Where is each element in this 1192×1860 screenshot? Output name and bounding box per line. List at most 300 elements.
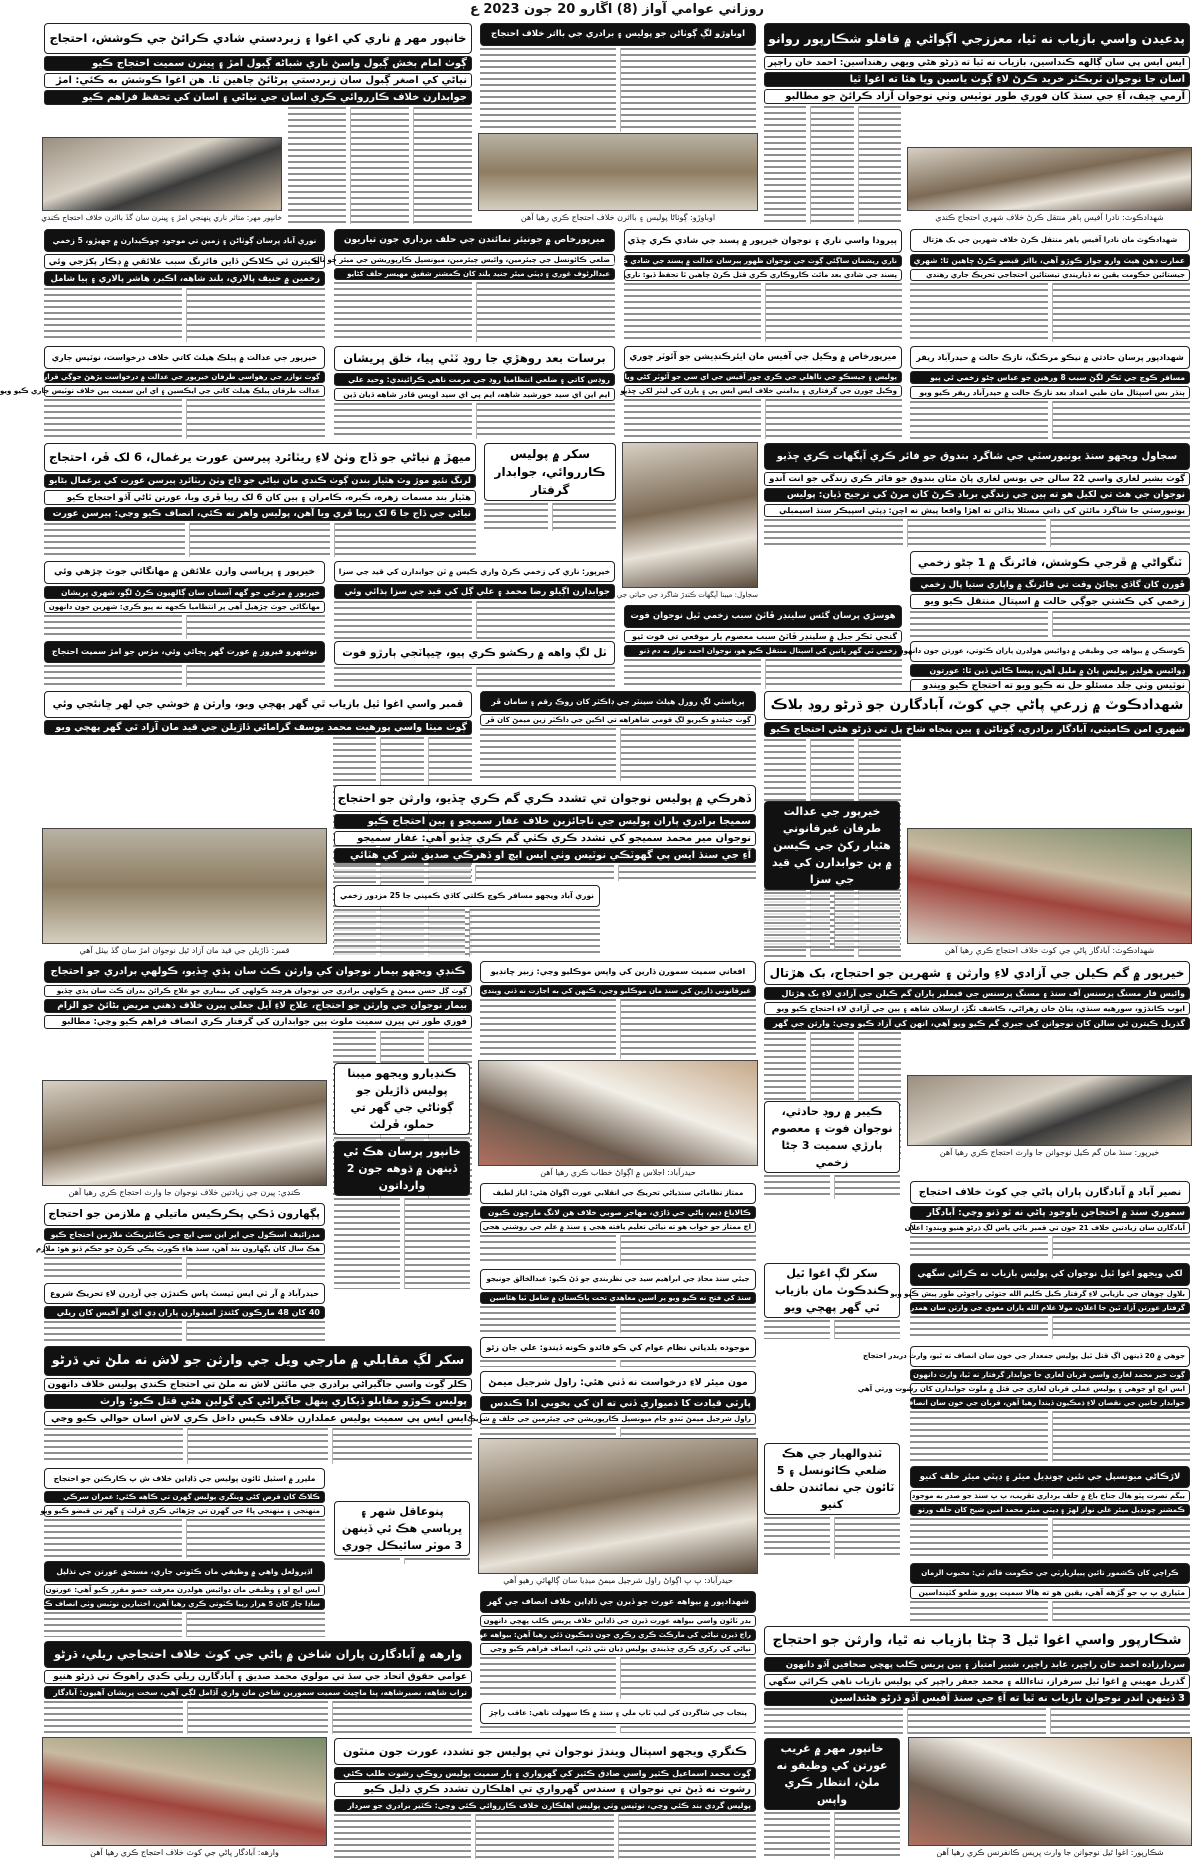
text-column xyxy=(910,1601,1048,1621)
story-body-text xyxy=(288,107,472,224)
story-headline[interactable]: لاڙڪاڻي ميونسپل جي نئين چونڊيل ميئر ۽ ڊپٽي ميئر حلف کنيو xyxy=(910,1466,1190,1488)
news-story[interactable] xyxy=(908,1465,1192,1560)
story-headline[interactable]: شهدادپور پرسان حادثي ۾ نيڪو مرڪنگ، نازڪ حالت ۾ حيدرآباد ريفر xyxy=(910,346,1190,369)
story-headline[interactable]: خانپور مهر ۾ ناري کي اغوا ۽ زبردستي شادي ڪرائڻ جي ڪوشش، احتجاج xyxy=(44,23,472,54)
story-subheadline: لرنگ نئيو موڙ وٽ هٿيار بندن ڳوٺ ڪندي مان نياڻي جو ڏاج وٺڻ ريٽائرڊ پيرسن عورت کي يرغمال بڻايو xyxy=(44,474,476,488)
story-headline[interactable]: سجاول ويجهو سنڌ يونيورسٽي جي شاگرد بندوق جو فائر ڪري آپگهات ڪري ڇڏيو xyxy=(764,443,1190,470)
story-subheadline: پوليس ڪوڙو مقابلو ڏيکاري پنهل جاگيراڻي کي گولين هڻي قتل ڪيو: وارث xyxy=(44,1394,472,1409)
news-story[interactable] xyxy=(908,550,1192,638)
text-column xyxy=(334,1814,471,1859)
text-column xyxy=(44,615,182,639)
story-subheadline: ايس ايس پي سميت پوليس عملدارن خلاف ڪيس داخل ڪري لاش اسان حوالي ڪيو وڃي xyxy=(44,1411,472,1426)
story-body-text xyxy=(44,1701,472,1734)
text-column xyxy=(910,283,1048,342)
story-subheadline: ايس ايڇ او ۽ وظيفي مان ڊوائيس هولڊرن معرفت حصو مقرر ڪيو آهي: عورتون xyxy=(44,1584,325,1596)
text-column xyxy=(624,659,761,689)
text-column xyxy=(332,1701,472,1734)
text-column xyxy=(765,659,903,689)
story-headline[interactable]: شهدادڪوٽ ۾ زرعي پاڻي جي کوٽ، آبادگارن جو ڌرڻو روڊ بلاڪ xyxy=(764,691,1190,720)
text-column xyxy=(186,288,325,342)
story-subheadline: پسند جي شادي بعد مائٽ ڪاروڪاري ڪري قتل ڪرڻ چاهين ٿا تحفظ ڏيو: ناري xyxy=(624,269,902,281)
story-subheadline: عبدالرئوف غوري ۽ ڊپٽي ميئر جنيد بلند کان ڪمشنر شفيق مهيسر حلف کڻايو xyxy=(334,268,615,280)
story-subheadline: جوابدار جانين جي نقصان لاءِ ڌمڪيون ڏيندا رهيا آهن، قربان جي خون سان انصاف ڪيو وڃي: پريس ڪانفرنس xyxy=(910,1397,1190,1409)
text-column xyxy=(186,399,325,439)
news-story[interactable] xyxy=(904,1180,1192,1260)
story-subheadline: ڦورن کان گاڏي بچائڻ وقت تي فائرنگ ۾ واپاري ستيا پال زخمي xyxy=(910,577,1190,592)
news-story[interactable] xyxy=(897,640,1192,691)
news-story[interactable] xyxy=(42,442,478,558)
text-column xyxy=(186,1519,325,1558)
story-subheadline: تراب شاهه، نصيرشاهه، پنا ماڇيٽ سميت سمورين شاخن مان واري آڏامل لڳي آهي، سخت پريشان آهيون: آبادگار xyxy=(44,1686,472,1699)
news-story[interactable] xyxy=(42,1282,327,1342)
story-subheadline: زخمي کي ڪشتي جوڳي حالت ۾ اسپتال منتقل ڪيو ويو xyxy=(910,594,1190,609)
news-story[interactable] xyxy=(622,345,904,440)
story-headline[interactable]: شهدادپور ۾ بيواهه عورت جو ڏيرن جي ڏاڍاين خلاف انصاف جي گهر xyxy=(480,1591,756,1613)
story-headline[interactable]: مليرر ۾ اسٽيل ٽائون پوليس جي ڏاڍاين خلاف ش پ ڪارڪنن جو احتجاج xyxy=(44,1468,325,1489)
story-headline[interactable]: مون ميئر لاءِ درخواست نه ڏني هئي: راول شرجيل ميمڻ xyxy=(480,1371,756,1394)
text-column xyxy=(480,999,616,1059)
text-column xyxy=(810,106,853,224)
story-subheadline: نياڻي کي رکري ڪري ڇڏيندي پوليس ڌيان نٿي ڏئي، انصاف فراهم ڪيو وڃي xyxy=(480,1643,756,1655)
text-column xyxy=(1052,1411,1191,1462)
text-column xyxy=(620,1306,757,1333)
photo-image xyxy=(908,1737,1192,1846)
story-body-text xyxy=(334,601,615,639)
news-photo xyxy=(42,1737,327,1860)
news-story[interactable] xyxy=(332,1500,472,1558)
text-column xyxy=(186,615,325,639)
story-headline[interactable]: ٽنڊوالهيار جي هڪ ضلعي ڪائونسل ۽ 5 ٽائون جي نمائندن حلف کنيو xyxy=(764,1443,900,1515)
story-subheadline: ڊوائيس هولڊر پوليس پاڻ ۾ مليل آهن، پيسا ڪاٽي ڏين ٿا: عورتون xyxy=(910,664,1190,677)
story-body-text xyxy=(764,106,901,224)
photo-caption: شڪارپور: اغوا ٿيل نوجوانن جا وارث پريس ڪانفرنس ڪري رهيا آهن xyxy=(936,1848,1164,1857)
story-body-text xyxy=(480,1726,756,1733)
story-subheadline: بلاول چوهان جي بازيابي لاءِ گرفتار ڪيل ڪليم الله جتوئي راڄوڻي طور پيش ڪيو ويو xyxy=(910,1288,1190,1300)
text-column xyxy=(1052,1236,1191,1259)
story-subheadline: ڳوٺ بشير لغاري واسي 22 سالن جي يونس لغاري پاڻ مٿان بندوق جو فائر ڪري زندگي جو انت آندو xyxy=(764,472,1190,486)
text-column xyxy=(334,1558,400,1564)
story-subheadline: شهري امن ڪاميٽي، آبادگار برادري، ڳوٺاڻن ۽ ٻين پنجاه شاخ پل تي ڌرڻو هڻي احتجاج ڪيو xyxy=(764,722,1190,737)
story-body-text xyxy=(480,1235,756,1265)
news-photo xyxy=(42,828,327,958)
story-body-text xyxy=(910,1518,1190,1559)
news-story[interactable] xyxy=(36,1202,327,1280)
news-story[interactable] xyxy=(332,784,758,882)
story-body-text xyxy=(624,283,902,342)
story-headline[interactable]: نصير آباد ۾ آبادگارن پاران پاڻي جي کوٽ خلاف احتجاج xyxy=(910,1181,1190,1204)
story-headline[interactable]: خيرپور جي عدالت ۾ پبلڪ هيلٿ کاتي خلاف درخواست، نوٽيس جاري xyxy=(44,346,325,369)
story-headline[interactable]: پدعيدن واسي بازياب نه ٿيا، معززجي اڳواڻي ۾ قافلو شڪارپور روانو xyxy=(764,23,1190,54)
story-subheadline: سنڌ کي فتح نه ڪيو ويو پر اسين معاهدي تحت پاڪستان ۾ شامل ٿيا هئاسين xyxy=(480,1292,756,1304)
text-column xyxy=(480,1306,616,1333)
story-headline[interactable]: هوسڙي پرسان گئس سلينڊر ڦاٽڻ سبب زخمي ٿيل نوجوان فوت xyxy=(624,605,902,628)
story-subheadline: ڳوٺ امام بخش ڳبول واسڻ ناري شباڻه ڳبول امڙ ۽ ڀينرن سميت احتجاج ڪيو xyxy=(44,56,472,71)
story-subheadline: پوليس ۽ جيسڪو جي نااهلي جي ڪري چور آفيس جي اي سي جو آئوٽر کڻي ويا xyxy=(624,371,902,383)
text-column xyxy=(620,728,757,781)
text-column xyxy=(910,1518,1048,1559)
text-column xyxy=(764,106,806,224)
story-headline[interactable]: ڪوسڪي ۾ بيواهه جي وظيفي ۾ ڊوائيس هولڊرن پاران ڪٽوتي، عورتن جون دانهون xyxy=(910,641,1190,662)
text-column xyxy=(44,1612,182,1637)
story-headline[interactable]: جوهي ۾ 20 ڏينهن اڳ قتل ٿيل پوليس جمعدار جي خون سان انصاف نه ٿيو، وارث دربدر احتجاج xyxy=(910,1346,1190,1367)
photo-image xyxy=(478,133,758,211)
text-column xyxy=(620,999,757,1059)
story-headline[interactable]: حيدرآباد ۾ آر ٽي ايس ٽيسٽ پاس ڪندڙن جي آرڊرن لاءِ تحريڪ شروع xyxy=(44,1283,325,1304)
story-headline[interactable]: ميرپورخاص ۾ جونيئر نمائندن جي حلف برداري جون تياريون xyxy=(334,229,615,252)
news-story[interactable] xyxy=(807,1345,1192,1463)
news-story[interactable] xyxy=(478,1702,758,1734)
text-column xyxy=(618,865,756,881)
story-subheadline: ڳوٺ جيئندو ڪيريو لڳ قومي شاهراهه تي اڪين جي ڊاڪٽر زين ميمڻ کان ڦر xyxy=(480,714,756,726)
news-story[interactable] xyxy=(762,1625,1192,1735)
story-subheadline: وائيس فار مسنگ پرسنس آف سنڌ ۽ مسنگ پرسنس جي فيمليز پاران گم ڪيلن جي آزادي لاءِ بک هڙتال xyxy=(764,987,1190,1000)
story-subheadline: سميجا برادري پاران پوليس جي ناجائزين خلاف غفار سميجو ۽ ٻين احتجاج ڪيو xyxy=(334,814,756,829)
story-subheadline: آبادگارن سان زيادتين خلاف 21 جون تي قمبر بائي پاس لڳ ڌرڻو هنيو ويندو: اعلان xyxy=(910,1222,1190,1234)
text-column xyxy=(413,107,472,224)
story-subheadline: بيمار نوجوان جي وارثن جو احتجاج، علاج لاءِ آيل جعلي پيرن خلاف ذهني مريض بڻائڻ جو الزام xyxy=(44,999,472,1013)
story-headline[interactable]: اڏيرولعل واهي ۾ وظيفي مان ڪٽوتي جاري، مستحق عورتن جي تذليل xyxy=(44,1561,325,1582)
story-headline[interactable]: ميرپورخاص ۾ وڪيل جي آفيس مان ايئرڪنڊيشن جو آئوٽر چوري xyxy=(624,346,902,369)
story-subheadline: سردارزاده احمد خان راڄپر، عابد راڄپر، شبير امتياز ۽ ٻين پريس ڪلب پهچي صحافين آڏو دانهون xyxy=(764,1657,1190,1672)
news-story[interactable] xyxy=(332,1737,758,1860)
photo-image xyxy=(622,442,758,588)
text-column xyxy=(765,283,903,342)
news-story[interactable] xyxy=(332,884,602,958)
news-story[interactable] xyxy=(38,1560,327,1638)
story-subheadline: 3 ڏينهن اندر نوجوان بازياب نه ٿيا ته آءِ جي سنڌ آفيس آڏو ڌرڻو هڻنداسين xyxy=(764,1691,1190,1706)
story-body-text xyxy=(334,1814,756,1859)
story-body-text xyxy=(624,399,902,439)
story-body-text xyxy=(334,865,756,881)
story-headline[interactable]: موجوده بلدياتي نظام عوام کي ڪو فائدو ڪونه ڏيندو: علي جان زئو xyxy=(480,1337,756,1358)
photo-caption: شهدادڪوٽ: آبادگار پاڻي جي کوٽ خلاف احتجاج ڪري رهيا آهن xyxy=(944,946,1155,955)
story-headline[interactable]: افغاني سميت سمورن ڌارين کي واپس موڪليو وڃي: زبير چانڊيو xyxy=(480,961,756,983)
photo-image xyxy=(478,1060,758,1166)
story-body-text xyxy=(480,999,756,1059)
photo-image xyxy=(42,1080,327,1186)
text-column xyxy=(834,892,901,949)
story-body-text xyxy=(44,1612,325,1637)
news-story[interactable] xyxy=(908,345,1192,440)
story-subheadline: گذريل ڪيترن ئي سالن کان نوجوانن کي جبري گم ڪيو ويو آهي، انهن کي آزاد ڪيو وڃي: وارثن جي گهر xyxy=(764,1017,1190,1030)
story-headline[interactable]: پنوعاقل شهر ۽ ڀرپاسي هڪ ئي ڏينهن 3 موٽر سائيڪل چوري xyxy=(334,1501,470,1556)
story-subheadline: ايوب ڪانڌڙو، سورهيه سنڌي، پٺاڻ خان زهراڻي، ڪاشف ٽگڙ، ارسلان شاهه ۽ ٻين جي آزادي لاءِ احتجاج ڪيو ويو xyxy=(764,1002,1190,1015)
story-subheadline: ايس ايڇ او جوهي ۽ پوليس عملي قربان لغاري جي قتل ۾ ملوث جوابدارن کان رشوت ورتي آهي xyxy=(910,1383,1190,1395)
text-column xyxy=(764,1320,830,1339)
story-body-text xyxy=(764,892,900,949)
story-subheadline: نياڻي جي ڏاج جا 6 لک رپيا ڦري ويا آهن، پوليس واهر نه ڪئي، انصاف ڪيو وڃي: پيرسن عورت xyxy=(44,507,476,521)
story-headline[interactable]: برسات بعد روهڙي جا روڊ ٽٽي پيا، خلق پريشان xyxy=(334,346,615,371)
news-story[interactable] xyxy=(762,1100,902,1200)
story-headline[interactable]: خيرپور ۾ گم ڪيلن جي آزادي لاءِ وارثن ۽ شهرين جو احتجاج، بک هڙتال xyxy=(764,961,1190,985)
text-column xyxy=(624,283,761,342)
story-subheadline: مٽياري پ پ جو ڳڙهه آهي، يقين هو ته هالا سميت پورو ضلعو کٽينداسين xyxy=(910,1586,1190,1599)
story-headline[interactable]: نوري آباد پرسان ڳوٺاڻن ۽ زمين تي موجود چوڪيدارن ۾ جهيڙو، 5 زخمي xyxy=(44,229,325,252)
story-subheadline: ڪلر ڳوٺ واسي جاگيراڻي برادري جي مائٽن لاش نه ملڻ تي احتجاج ڪندي پوليس خلاف دانهون xyxy=(44,1378,472,1392)
news-story[interactable] xyxy=(42,1467,327,1559)
story-subheadline: مدرائيف اسڪول جي اير اين سي ايڇ جي ڪانٽريڪٽ ملازمن احتجاج ڪيو xyxy=(44,1228,325,1241)
news-story[interactable] xyxy=(478,1268,758,1334)
text-column xyxy=(620,1235,757,1265)
text-column xyxy=(834,1517,901,1559)
text-column xyxy=(480,1657,616,1699)
story-subheadline: نوجوان جي هٿ تي لکيل هو ته ٻين جي زندگي برباد ڪرڻ کان مرڻ کي ترجيح ڏيان: پوليس xyxy=(764,488,1190,502)
news-story[interactable] xyxy=(908,228,1192,343)
text-column xyxy=(1052,1601,1191,1621)
story-headline[interactable]: ٽنگواڻي ۾ ڦرجي ڪوشش، فائرنگ ۾ 1 ڄڻو زخمي xyxy=(910,551,1190,575)
news-story[interactable] xyxy=(332,640,617,688)
story-headline[interactable]: خيرپور: ناري کي زخمي ڪرڻ واري ڪيس ۾ ٽن جوابدارن کي قيد جي سزا xyxy=(334,561,615,582)
story-body-text xyxy=(480,1657,756,1699)
story-body-text xyxy=(44,288,325,342)
news-story[interactable] xyxy=(332,345,617,440)
text-column xyxy=(834,1812,901,1859)
story-subheadline: جيستائين حڪومت يقين نه ڏياريندي تيستائين احتجاجي تحريڪ جاري رهندي xyxy=(910,269,1190,281)
story-subheadline: ڳوٺ ميٺا واسي پورهيت محمد يوسف گراماڻي ڏاڙيلن جي قيد مان آزاد ٿي گهر پهچي ويو xyxy=(44,720,472,735)
story-body-text xyxy=(910,1411,1190,1462)
photo-caption: حيدرآباد: پ پ اڳواڻ راول شرجيل ميمڻ ميڊيا سان ڳالهائي رهيو آهي xyxy=(503,1576,733,1585)
story-subheadline: ڪيترن ئي ڪلاڪن ڏاين فائرنگ سبب علائقي ۾ ڊڪار پکڙجي وئي xyxy=(44,254,325,269)
story-subheadline: خيرپور ۾ مرغي جو گهه آسمان سان ڳالهيون ڪرڻ لڳو، شهري پريشان xyxy=(44,586,325,599)
text-column xyxy=(1052,1518,1191,1559)
text-column xyxy=(44,1428,183,1464)
story-body-text xyxy=(44,1519,325,1558)
story-headline[interactable]: نوري آباد ويجهو مسافر ڪوچ ڪلتي کاڌي ڪمپني جا 25 مزدور زخمي xyxy=(334,885,600,907)
story-subheadline: روڊس کاتي ۽ ضلعي انتظاميا روڊ جي مرمت ناهي ڪرائيندي: وحيد علي xyxy=(334,373,615,386)
news-photo xyxy=(478,1060,758,1180)
text-column xyxy=(480,48,616,132)
story-body-text xyxy=(334,667,615,687)
text-column xyxy=(334,865,471,881)
photo-caption: سجاول: ميبنا آپگهات ڪندڙ شاگرد جي حياتي جي تصوير xyxy=(597,591,758,599)
photo-image xyxy=(478,1438,758,1574)
story-body-text xyxy=(44,1428,472,1464)
text-column xyxy=(764,1708,903,1734)
story-headline[interactable]: قمبر واسي اغوا ٿيل بازياب ٿي گهر پهچي ويو، وارثن ۾ خوشي جي لهر ڇانئجي وئي xyxy=(44,691,472,718)
news-photo xyxy=(907,1075,1192,1160)
text-column xyxy=(910,1236,1048,1259)
story-body-text xyxy=(334,1198,470,1289)
story-headline[interactable]: ڪنڊيارو ويجهو ميبنا پوليس ڌاڙيلن جو ڳوٺاڻي جي گهر تي حملو، ڦرلٽ xyxy=(334,1063,470,1135)
story-headline[interactable]: پيرودا واسي ناري ۽ نوجوان خيرپور ۾ پسند جي شادي ڪري ڇڏي xyxy=(624,229,902,253)
story-headline[interactable]: ميهڙ ۾ نياڻي جو ڏاج وٺڻ لاءِ ريٽائرڊ پيرسن عورت يرغمال، 6 لک ڦر، احتجاج xyxy=(44,443,476,472)
story-headline[interactable]: سکر لڳ مقابلي ۾ مارجي ويل جي وارثن جو لاش نه ملڻ تي ڌرڻو xyxy=(44,1346,472,1376)
story-body-text xyxy=(910,1601,1190,1621)
text-column xyxy=(480,1427,616,1437)
text-column xyxy=(907,519,1047,547)
news-story[interactable] xyxy=(890,1262,1192,1340)
text-column xyxy=(910,401,1048,439)
news-photo xyxy=(42,137,282,225)
news-story[interactable] xyxy=(478,690,758,782)
text-column xyxy=(476,403,615,439)
text-column xyxy=(552,503,617,531)
story-headline[interactable]: خانپور مهر ۾ غريب عورتن کي وظيفو نه ملڻ، انتظار ڪري واپس xyxy=(764,1738,900,1810)
story-headline[interactable]: سکر ۾ پوليس ڪارروائي، جوابدار گرفتار xyxy=(484,443,616,501)
text-column xyxy=(765,399,903,439)
text-column xyxy=(186,1612,325,1637)
news-story[interactable] xyxy=(610,228,904,343)
news-story[interactable] xyxy=(467,1590,758,1700)
story-headline[interactable]: اوباوڙو لڳ ڳوٺاڻن جو پوليس ۽ برادري جي بااثر خلاف احتجاج xyxy=(480,23,756,46)
text-column xyxy=(620,1657,757,1699)
photo-caption: شهدادڪوٽ: نادرا آفيس ٻاهر منتقل ڪرڻ خلاف شهري احتجاج ڪندي xyxy=(935,213,1164,222)
story-headline[interactable]: شڪارپور واسي اغوا ٿيل 3 ڄڻا بازياب نه ٿيا، وارثن جو احتجاج xyxy=(764,1626,1190,1655)
news-story[interactable] xyxy=(762,800,902,950)
story-body-text xyxy=(910,1316,1190,1339)
story-body-text xyxy=(334,909,600,957)
news-story[interactable] xyxy=(478,1336,758,1368)
text-column xyxy=(334,523,476,557)
news-story[interactable] xyxy=(762,1442,902,1560)
text-column xyxy=(480,1235,616,1265)
text-column xyxy=(1052,611,1191,637)
story-body-text xyxy=(484,503,616,531)
story-headline[interactable]: خيرپور جي عدالت طرفان غيرقانوني هٿيار رکڻ جي ڪيسن ۾ ٻن جوابدارن کي قيد جي سزا xyxy=(764,801,900,890)
photo-caption: خانپور مهر: متاثر ناري پنهنجي امڙ ۽ ڀينرن سان گڏ بااثرن خلاف احتجاج ڪندي xyxy=(41,213,282,222)
story-headline[interactable]: پنجاب جي شاگردن کي ليپ ٽاپ ملي ۽ سنڌ ۾ ڪا سهولت ناهي: عاقب راڄڙ xyxy=(480,1703,756,1724)
story-body-text xyxy=(334,1558,470,1564)
story-headline[interactable]: پرياسٽي لڳ رورل هيلٿ سينٽر جي ڊاڪٽر کان روڪ رقم ۽ سامان ڦر xyxy=(480,691,756,712)
text-column xyxy=(858,106,901,224)
story-subheadline: 40 کان 48 مارڪون کڻندڙ اميدوارن پاران ڊي اي او آفيس کان ريلي xyxy=(44,1306,325,1319)
news-story[interactable] xyxy=(908,1562,1192,1622)
story-headline[interactable]: ٺل لڳ واهه ۾ رڪشو ڪري پيو، ڇيپاٽجي ٻارڙو فوت xyxy=(334,641,615,665)
story-subheadline: زخمين ۾ حنيف پالاري، بلند شاهه، اڪبر، هاشر پالاري ۽ ٻيا شامل xyxy=(44,271,325,286)
story-headline[interactable]: خانپور پرسان هڪ ئي ڏينهن ۾ ڌوهه جون 2 وارداتون xyxy=(334,1141,470,1196)
story-body-text xyxy=(480,728,756,781)
story-body-text xyxy=(44,665,325,687)
story-headline[interactable]: نوشهرو فيروز ۾ عورت گهر ڀڄائي وئي، مڙس جو امڙ سميت احتجاج xyxy=(44,641,325,663)
story-body-text xyxy=(624,659,902,689)
text-column xyxy=(624,399,761,439)
news-story[interactable] xyxy=(42,228,327,343)
text-column xyxy=(484,503,548,531)
photo-image xyxy=(907,828,1192,944)
story-subheadline: ايم اين اي سيد خورشيد شاهه، ايم پي اي سيد اويس قادر شاهه ڌيان ڏين xyxy=(334,388,615,401)
story-body-text xyxy=(44,399,325,439)
story-subheadline: فوري طور تي پيرن سميت ملوث ٻين جوابدارن کي گرفتار ڪري انصاف فراهم ڪيو وڃي: مطالبو xyxy=(44,1015,472,1029)
text-column xyxy=(910,1411,1048,1462)
story-headline[interactable]: سکر لڳ اغوا ٿيل ڪندڪوٽ مان بازياب ٿي گهر پهچي ويو xyxy=(764,1263,900,1318)
story-headline[interactable]: ڪراچي کان ڪشمور تائين پيپلزپارٽي جي حڪومت قائم ٿي: محبوب الزمان xyxy=(910,1563,1190,1584)
story-body-text xyxy=(910,611,1190,637)
news-story[interactable] xyxy=(762,1737,902,1860)
news-story[interactable] xyxy=(42,1640,474,1735)
news-story[interactable] xyxy=(332,560,617,640)
photo-image xyxy=(42,137,282,211)
text-column xyxy=(186,665,325,687)
text-column xyxy=(44,1321,182,1341)
text-column xyxy=(334,601,472,639)
story-headline[interactable]: جيئي سنڌ محاذ جي ابراهيم سيد جي نظربندي جو ڏڻ ڪيو: عبدالخالق جونيجو xyxy=(480,1269,756,1290)
story-body-text xyxy=(910,283,1190,342)
news-story[interactable] xyxy=(332,1140,472,1290)
story-headline[interactable]: ڏهرڪي ۾ پوليس نوجوان تي تشدد ڪري گم ڪري ڇڏيو، وارثن جو احتجاج xyxy=(334,785,756,812)
text-column xyxy=(334,1198,400,1289)
story-body-text xyxy=(764,1812,900,1859)
text-column xyxy=(834,1175,901,1199)
news-story[interactable] xyxy=(622,604,904,690)
story-headline[interactable]: خيرپور ۽ ڀرپاسي وارن علائقن ۾ مهانگائي جوٽ چڙهي وئي xyxy=(44,561,325,584)
text-column xyxy=(187,1701,327,1734)
story-body-text xyxy=(44,523,476,557)
text-column xyxy=(44,1701,183,1734)
news-story[interactable] xyxy=(42,560,327,640)
story-subheadline: ضلعي ڪائونسل جي چيئرمين، وائيس چيئرمين، ميونسپل ڪارپوريشن جي ميئر جو نالو xyxy=(334,254,615,266)
text-column xyxy=(764,519,903,547)
news-story[interactable] xyxy=(478,1182,758,1266)
story-body-text xyxy=(44,1321,325,1341)
text-column xyxy=(189,523,331,557)
text-column xyxy=(404,1198,471,1289)
news-story[interactable] xyxy=(42,1345,474,1465)
text-column xyxy=(1050,519,1190,547)
story-headline[interactable]: ڪنڊي ويجهو بيمار نوجوان کي وارثن ڪٽ سان ٻڌي ڇڏيو، ڪولهي برادري جو احتجاج xyxy=(44,961,472,983)
story-subheadline: هڪ سال کان پڳهارون بند آهن، سنڌ هاءِ ڪورٽ پڪي ڪرڻ جو حڪم ڏنو هو: ملازم xyxy=(44,1243,325,1255)
text-column xyxy=(1052,401,1191,439)
text-column xyxy=(620,1427,757,1437)
text-column xyxy=(618,1814,756,1859)
text-column xyxy=(44,665,182,687)
text-column xyxy=(476,601,615,639)
news-photo xyxy=(597,442,758,602)
story-headline[interactable]: پڳهارون ڏڪي پڪرڪيس ماتيلي ۾ ملازمن جو احتجاج xyxy=(44,1203,325,1226)
text-column xyxy=(764,1812,830,1859)
news-story[interactable] xyxy=(0,345,327,440)
story-headline[interactable]: ممتاز نظاماڻي سنڌياڻي تحريڪ جي انقلابي عورت اڳواڻ هئي: اياز لطيف xyxy=(480,1183,756,1204)
story-subheadline: سموري سنڌ ۾ احتجاجن باوجود پاڻي نه ٿو ڏنو وڃي: آبادگار xyxy=(910,1206,1190,1220)
story-body-text xyxy=(764,1175,900,1199)
story-headline[interactable]: ڪيبر ۾ روڊ حادثي، نوجوان فوت ۽ معصوم ٻارڙي سميت 3 ڄڻا زخمي xyxy=(764,1101,900,1173)
photo-caption: وارهه: آبادگار پاڻي جي کوٽ خلاف احتجاج ڪري رهيا آهن xyxy=(90,1848,279,1857)
story-headline[interactable]: شهدادڪوٽ مان نادرا آفيس ٻاهر منتقل ڪرڻ خلاف شهرين جي بک هڙتال xyxy=(910,229,1190,252)
story-body-text xyxy=(44,615,325,639)
story-subheadline: ڳوٺ نوازر جي رهواسي طرفان خيرپور جي عدالت ۾ درخواست پڙهڻ جوڳي قرار ڏني وئي xyxy=(44,371,325,383)
photo-image xyxy=(907,147,1192,211)
photo-image xyxy=(907,1075,1192,1146)
text-column xyxy=(764,1175,830,1199)
text-column xyxy=(480,728,616,781)
news-story[interactable] xyxy=(42,640,327,688)
story-body-text xyxy=(764,1708,1190,1734)
text-column xyxy=(620,1360,757,1367)
text-column xyxy=(910,1316,1048,1339)
story-body-text xyxy=(764,1320,900,1339)
text-column xyxy=(44,1519,182,1558)
news-photo xyxy=(478,133,758,225)
text-column xyxy=(1050,1708,1190,1734)
story-headline[interactable]: لکي ويجهو اغوا ٿيل نوجوان کي پوليس بازياب نه ڪرائي سگهي xyxy=(910,1263,1190,1286)
story-headline[interactable]: وارهه ۾ آبادگارن پاران شاخن ۾ پاڻي جي کوٽ خلاف احتجاجي ريلي، ڌرڻو xyxy=(44,1641,472,1668)
story-body-text xyxy=(764,1517,900,1559)
text-column xyxy=(475,865,613,881)
text-column xyxy=(44,523,185,557)
text-column xyxy=(334,667,472,687)
news-story[interactable] xyxy=(762,442,1192,548)
text-column xyxy=(186,1321,325,1341)
story-subheadline: نوٽيس وٺي جلد مسئلو حل نه ڪيو ويو ته احتجاج ڪيو ويندو xyxy=(910,679,1190,693)
news-story[interactable] xyxy=(762,1262,902,1340)
story-subheadline: ڪمشنر چونڊيل ميئر علي نواز لهڙ ۽ ڊپٽي ميئر محمد امين شيخ کان حلف ورتو xyxy=(910,1504,1190,1516)
news-story[interactable] xyxy=(312,228,617,343)
story-subheadline: ساڍا چار کان 5 هزار رپيا ڪٽوتي ڪري رهيا آهن، اختيارين نوٽيس وٺي انصاف ڪن xyxy=(44,1598,325,1610)
text-column xyxy=(404,1558,471,1564)
story-subheadline: ٻنڌر بس اسپتال مان طبي امداد بعد نازڪ حالت ۾ حيدرآباد ريفر ڪيو ويو xyxy=(910,386,1190,399)
news-story[interactable] xyxy=(482,442,618,532)
news-photo xyxy=(42,1080,327,1200)
story-headline[interactable]: ڪنگري ويجهو اسپتال ويندڙ نوجوان تي پوليس جو تشدد، عورت جون منٿون xyxy=(334,1738,756,1765)
